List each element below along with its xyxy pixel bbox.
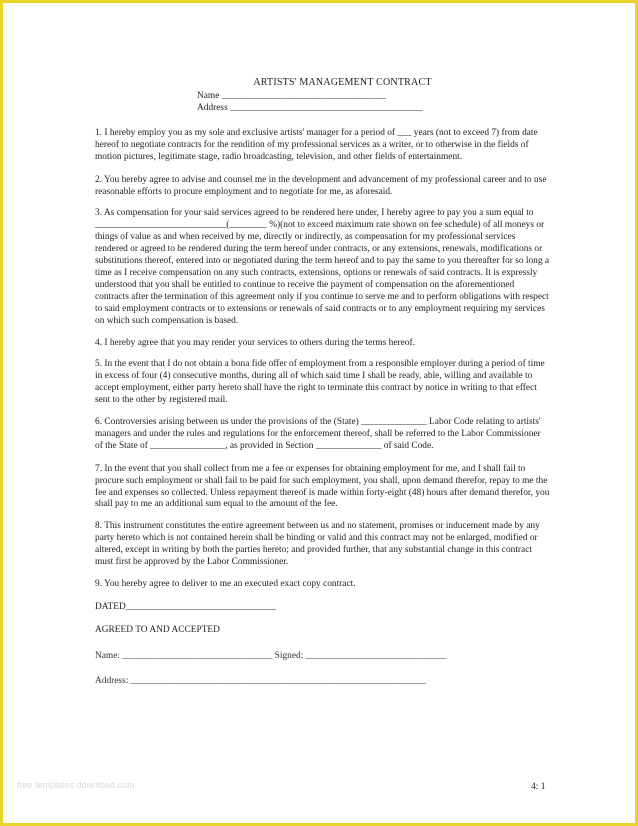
document-page (3, 3, 635, 823)
clause-5: 5. In the event that I do not obtain a bona fide offer of employment from a responsible employer during a period of time in excess of four (4) consecutive months, during all of which said time I shall be ready, able, willing and available to accept employment, either party hereto shall have the right to terminate this contract by notice in writing to that effect sent to the other by registered mail. (95, 359, 545, 406)
contract-title: ARTISTS' MANAGEMENT CONTRACT (253, 77, 432, 88)
page-number: 4: 1 (531, 782, 546, 792)
clause-1: 1. I hereby employ you as my sole and exclusive artists' manager for a period of ___ years (not to exceed 7) from date hereof to negotiate contracts for the rendition of my professional services as a writer, or to otherwise in the fields of motion pictures, legitimate stage, radio broadcasting, television, and other fields of entertainment. (95, 127, 538, 162)
watermark-text: free templates download.com (17, 780, 135, 790)
name-field-line: Name ___________________________________ (197, 90, 386, 101)
clause-4: 4. I hereby agree that you may render your services to others during the terms hereof. (95, 337, 415, 348)
clause-6: 6. Controversies arising between us under the provisions of the (State) ______________ Labor Code relating to artists' managers and under the rules and regulations for the enforcement thereof, shall be referred to the Labor Commissioner of the State of ________________, as provided in Section ______________ of said Code. (95, 417, 541, 451)
clause-9: 9. You hereby agree to deliver to me an executed exact copy contract. (95, 579, 356, 589)
dated-line: DATED________________________________ (95, 601, 276, 612)
address-field-line: Address _________________________________________ (197, 103, 423, 114)
clause-7: 7. In the event that you shall collect from me a fee or expenses for obtaining employment for me, and I shall fail to procure such employment or shall fail to be paid for such employment, you shall, upon demand therefor, repay to me the fee and expenses so collected. Unless repayment thereof is made within forty-eight (48) hours after demand therefor, you shall pay to me an additional sum equal to the amount of the fee. (95, 463, 550, 510)
clause-2: 2. You hereby agree to advise and counsel me in the development and advancement of my professional career and to use reasonable efforts to procure employment and to negotiate for me, as aforesaid. (95, 174, 547, 197)
signature-line: Name: ________________________________ Signed: ______________________________ (95, 650, 447, 661)
address-signature-line: Address: _______________________________________________________________ (95, 675, 426, 686)
agreed-heading: AGREED TO AND ACCEPTED (95, 624, 220, 635)
clause-8: 8. This instrument constitutes the entire agreement between us and no statement, promises or inducement made by any party hereto which is not contained herein shall be binding or valid and this contract may not be enlarged, modified or altered, except in writing by both the parties hereto; and provided further, that any substantial change in this contract must first be approved by the Labor Commissioner. (95, 521, 540, 568)
clause-3: 3. As compensation for your said services agreed to be rendered here under, I hereby agree to pay you a sum equal to ____________________________(________ %)(not to exceed maximum rate shown on fee schedule) of all moneys or things of value as and when received by me, directly or indirectly, as compensation for my professional services rendered or agreed to be rendered during the term hereof under contracts, or any extensions, renewals, modifications or substitutions thereof, entered into or negotiated during the term hereof and to pay the same to you thereafter for so long a time as I receive compensation on any such contracts, extensions, options or renewals of said contracts. It is expressly understood that you shall be entitled to continue to receive the payment of compensation on the aforementioned contracts after the termination of this agreement only if you continue to serve me and to perform obligations with respect to said employment contracts or to extensions or renewals of said contracts or to any employment requiring my services on which such compensation is based. (95, 208, 550, 326)
contract-body (95, 77, 550, 688)
